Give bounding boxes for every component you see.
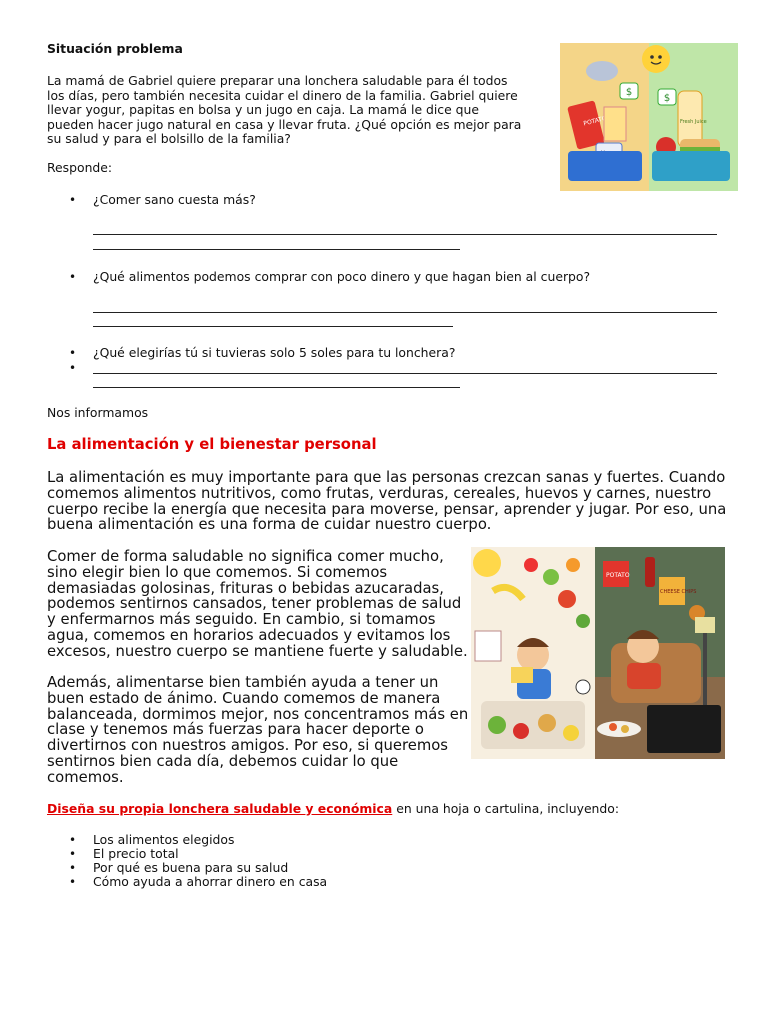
paragraph-line: Comer de forma saludable no significa comer mucho, (47, 548, 444, 565)
paragraph-line: buen estado de ánimo. Cuando comemos de manera (47, 689, 441, 707)
paragraph-line: agua, comemos en horarios adecuados y evitamos los (47, 626, 451, 644)
paragraph-line: pueden hacer jugo natural en casa y llevar fruta. ¿Qué opción es mejor para (47, 116, 522, 132)
paragraph-line: podemos sentirnos cansados, tener problemas de salud (47, 595, 462, 613)
section-heading: La alimentación y el bienestar personal (47, 436, 377, 453)
list-item: • El precio total (93, 847, 179, 862)
answer-line[interactable] (93, 373, 717, 374)
paragraph-line: cuerpo recibe la energía que necesita para moverse, pensar, aprender y jugar. Por eso, una (47, 500, 727, 518)
question-2: • ¿Qué alimentos podemos comprar con poco dinero y que hagan bien al cuerpo? (93, 270, 590, 285)
paragraph-line: sentirnos bien cada día, debemos cuidar lo que (47, 752, 399, 770)
paragraph-line: sino elegir bien lo que comemos. Si comemos (47, 563, 388, 581)
list-item: • Los alimentos elegidos (93, 833, 234, 848)
question-3: • ¿Qué elegirías tú si tuvieras solo 5 soles para tu lonchera? (93, 346, 455, 361)
svg-text:$: $ (625, 87, 633, 98)
paragraph-line: divertirnos con nuestros amigos. Por eso, si queremos (47, 737, 448, 755)
answer-line[interactable] (93, 326, 453, 327)
paragraph-line: los días, pero también necesita cuidar el dinero de la familia. Gabriel quiere (47, 87, 518, 103)
paragraph-line: llevar yogur, papitas en bolsa y un jugo en caja. La mamá le dice que (47, 102, 480, 117)
mood-paragraph (47, 675, 468, 786)
section-title: Situación problema (47, 41, 183, 56)
cheese-chips-label: CHEESE CHIPS (660, 589, 697, 595)
lunchbox-illustration (560, 43, 738, 191)
chips-label: POTATO (582, 114, 608, 128)
nos-informamos-label: Nos informamos (47, 405, 149, 420)
paragraph-line: balanceada, dormimos mejor, nos concentramos más en (47, 705, 469, 723)
answer-line[interactable] (93, 387, 460, 388)
responde-label: Responde: (47, 160, 113, 175)
question-1: • ¿Comer sano cuesta más? (93, 193, 256, 208)
answer-line[interactable] (93, 312, 717, 313)
nutrition-paragraph (47, 470, 726, 533)
paragraph-line: comemos alimentos nutritivos, como frutas, verduras, cereales, huevos y carnes, nuestro (47, 484, 712, 502)
paragraph-line: La alimentación es muy importante para que las personas crezcan sanas y fuertes. Cuando (47, 469, 726, 486)
paragraph-line: clase y tenemos más fuerzas para hacer deporte o (47, 721, 424, 739)
list-item: • Cómo ayuda a ahorrar dinero en casa (93, 875, 327, 890)
paragraph-line: buena alimentación es una forma de cuidar nuestro cuerpo. (47, 516, 492, 534)
paragraph-line: comemos. (47, 768, 124, 786)
answer-line[interactable] (93, 234, 717, 235)
paragraph-line: excesos, nuestro cuerpo se mantiene fuerte y saludable. (47, 642, 468, 660)
potato-label: POTATO (606, 572, 630, 579)
problem-paragraph (47, 74, 521, 147)
design-task-link[interactable]: Diseña su propia lonchera saludable y económica (47, 801, 393, 816)
svg-text:$: $ (663, 93, 671, 104)
paragraph-line: y enfermarnos más seguido. En cambio, si tomamos (47, 611, 436, 629)
healthy-vs-unhealthy-illustration (471, 547, 725, 759)
design-instruction (47, 802, 619, 817)
design-task-rest: en una hoja o cartulina, incluyendo: (392, 801, 620, 816)
juice-label: Fresh Juice (680, 119, 707, 125)
paragraph-line: demasiadas golosinas, frituras o bebidas azucaradas, (47, 579, 444, 597)
paragraph-line: La mamá de Gabriel quiere preparar una lonchera saludable para él todos (47, 73, 508, 88)
healthy-eating-paragraph (47, 549, 468, 660)
paragraph-line: su salud y para el bolsillo de la familia? (47, 131, 291, 146)
answer-line[interactable] (93, 249, 460, 250)
list-item: • Por qué es buena para su salud (93, 861, 288, 876)
paragraph-line: Además, alimentarse bien también ayuda a tener un (47, 674, 439, 691)
